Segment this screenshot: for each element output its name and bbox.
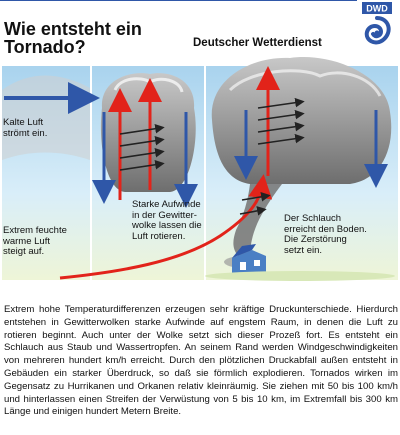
title-line-1: Wie entsteht ein bbox=[4, 19, 142, 39]
cold-air-label: Kalte Luft strömt ein. bbox=[3, 117, 48, 139]
updraft-label: Starke Aufwinde in der Gewitter- wolke lassen die Luft rotieren. bbox=[132, 199, 202, 242]
touchdown-label: Der Schlauch erreicht den Boden. Die Zerstörung setzt ein. bbox=[284, 213, 367, 256]
logo-text: DWD bbox=[366, 3, 388, 14]
organization-name: Deutscher Wetterdienst bbox=[193, 37, 322, 49]
humid-air-label: Extrem feuchte warme Luft steigt auf. bbox=[3, 225, 67, 257]
description-text: Extrem hohe Temperaturdifferenzen erzeugen sehr kräftige Druckunterschiede. Hierdurch entstehen in Gewitterwolken starke Aufwinde auf engstem Raum, in denen die Luft zu rotieren beginnt. Auch unter der Wolke setzt sich dieser Prozeß fort. Es entsteht ein Schlauch aus Staub und Wassertropfen. An seinem Rand werden Windgeschwindigkeiten von mehreren hundert km/h erreicht. Durch den plötzlichen Druckabfall außen entsteht in Gebäuden ein starker Überdruck, so daß sie förmlich explodieren. Tornados wirken im Gegensatz zu Hurrikanen und Orkanen relativ kleinräumig. Sie ziehen mit 50 bis 100 km/h und hinterlassen einen Streifen der Verwüstung von 5 bis 10 km, im Extremfall bis 300 km Länge und einigen hundert Metern Breite. bbox=[4, 304, 398, 418]
title-line-2: Tornado? bbox=[4, 37, 86, 57]
